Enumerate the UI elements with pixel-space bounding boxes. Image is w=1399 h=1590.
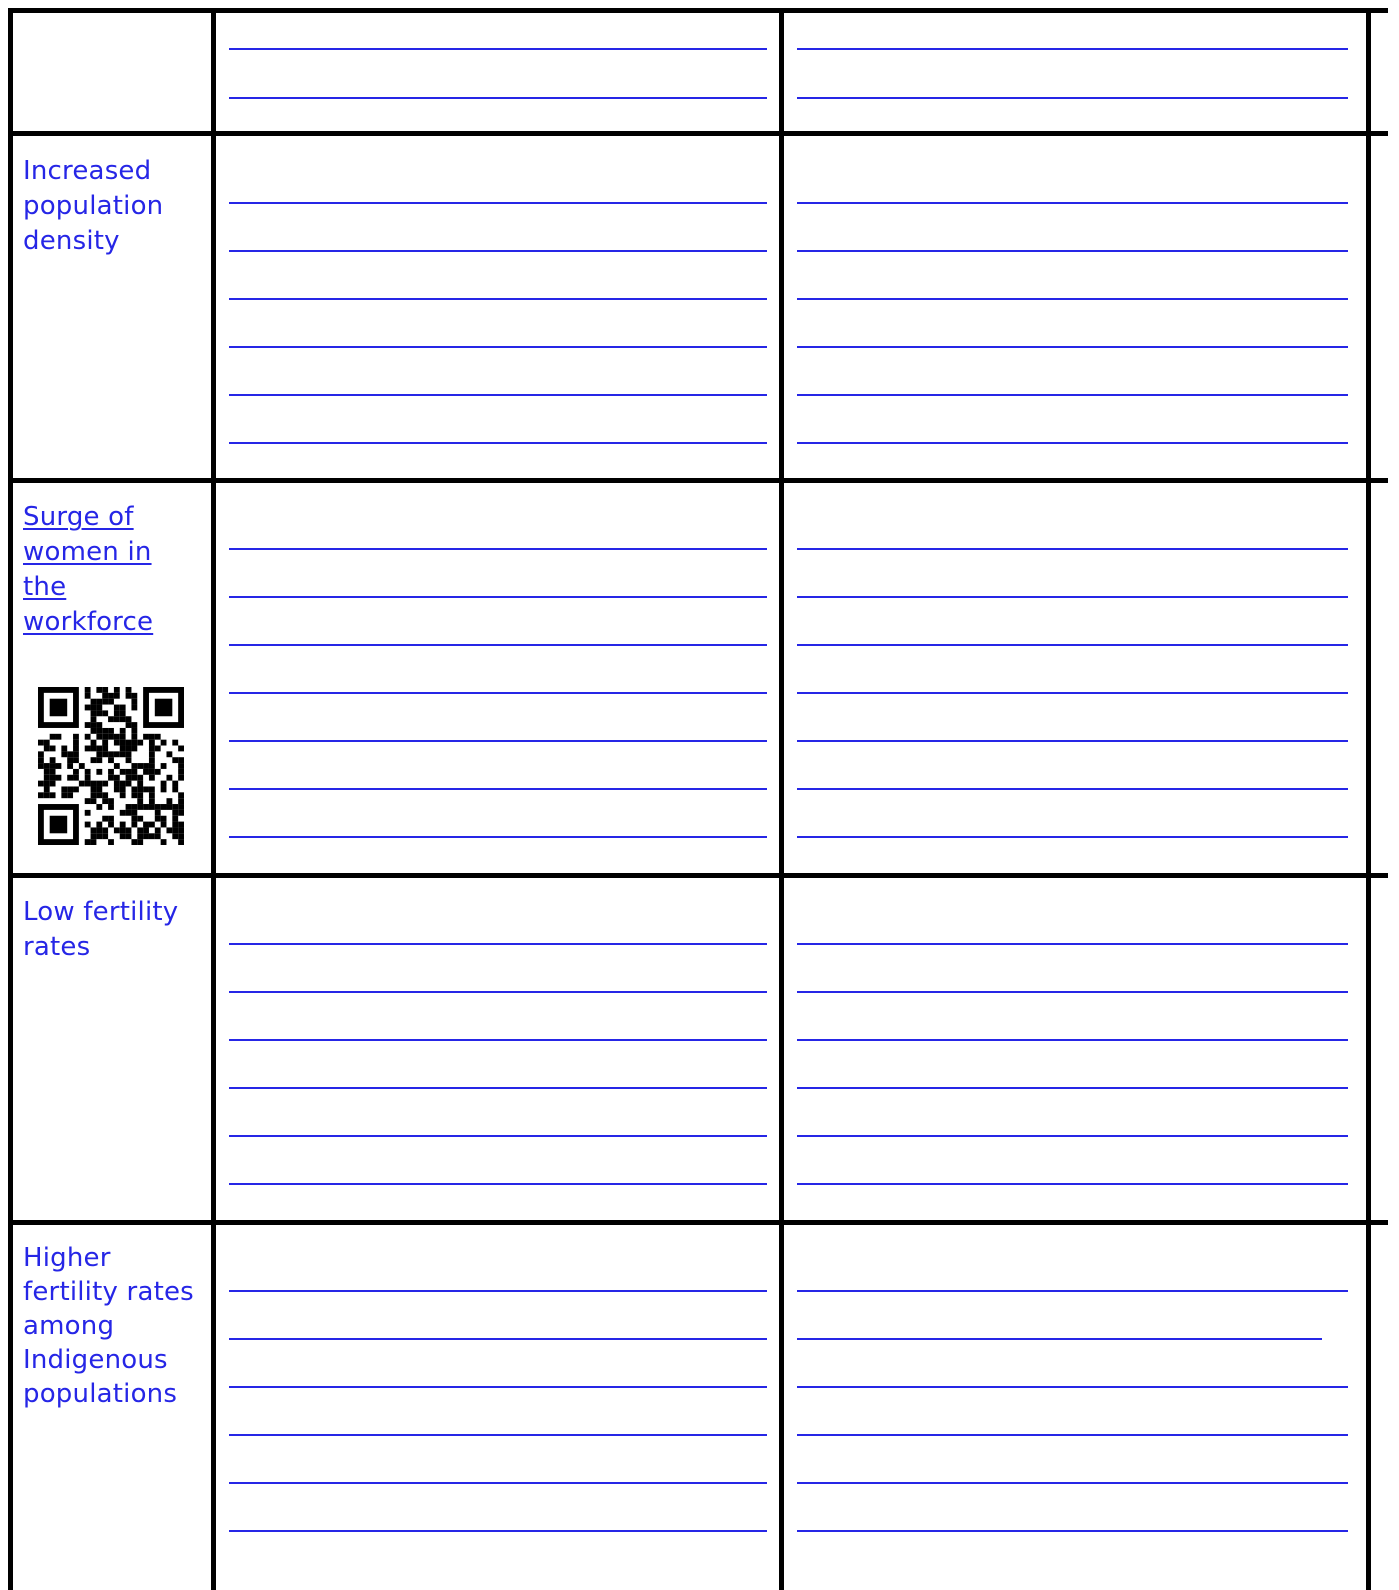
writing-line[interactable] xyxy=(797,1386,1348,1388)
writing-line[interactable] xyxy=(229,97,767,99)
writing-line[interactable] xyxy=(229,250,767,252)
writing-line[interactable] xyxy=(229,1386,767,1388)
writing-line[interactable] xyxy=(229,394,767,396)
writing-line[interactable] xyxy=(797,298,1348,300)
writing-line[interactable] xyxy=(229,1135,767,1137)
writing-line[interactable] xyxy=(797,1338,1322,1340)
writing-line[interactable] xyxy=(229,943,767,945)
row-label-women-workforce-link[interactable]: Surge of women in the workforce xyxy=(23,502,154,637)
writing-line[interactable] xyxy=(797,97,1348,99)
writing-line[interactable] xyxy=(797,346,1348,348)
writing-line[interactable] xyxy=(229,548,767,550)
writing-line[interactable] xyxy=(797,548,1348,550)
writing-line[interactable] xyxy=(229,1087,767,1089)
writing-line[interactable] xyxy=(229,1338,767,1340)
writing-line[interactable] xyxy=(229,644,767,646)
writing-line[interactable] xyxy=(229,48,767,50)
writing-line[interactable] xyxy=(797,644,1348,646)
writing-line[interactable] xyxy=(797,202,1348,204)
writing-line[interactable] xyxy=(229,1482,767,1484)
writing-line[interactable] xyxy=(797,1087,1348,1089)
writing-line[interactable] xyxy=(229,346,767,348)
writing-line[interactable] xyxy=(229,692,767,694)
writing-line[interactable] xyxy=(797,692,1348,694)
writing-line[interactable] xyxy=(797,48,1348,50)
row-label-population-density: Increased population density xyxy=(23,156,164,256)
writing-line[interactable] xyxy=(229,1039,767,1041)
column-divider xyxy=(211,8,216,1590)
writing-line[interactable] xyxy=(229,298,767,300)
writing-line[interactable] xyxy=(797,442,1348,444)
writing-line[interactable] xyxy=(797,1290,1348,1292)
writing-line[interactable] xyxy=(229,596,767,598)
writing-line[interactable] xyxy=(797,596,1348,598)
writing-line[interactable] xyxy=(229,1290,767,1292)
table-border-right xyxy=(1366,8,1371,1590)
table-border-left xyxy=(8,8,13,1590)
writing-line[interactable] xyxy=(797,1482,1348,1484)
writing-line[interactable] xyxy=(797,740,1348,742)
writing-line[interactable] xyxy=(229,1530,767,1532)
writing-line[interactable] xyxy=(229,1183,767,1185)
writing-line[interactable] xyxy=(797,1135,1348,1137)
writing-line[interactable] xyxy=(797,836,1348,838)
writing-line[interactable] xyxy=(229,788,767,790)
qr-code-icon[interactable] xyxy=(38,687,184,845)
writing-line[interactable] xyxy=(229,442,767,444)
row-label-low-fertility: Low fertility rates xyxy=(23,897,179,962)
writing-line[interactable] xyxy=(229,991,767,993)
writing-line[interactable] xyxy=(797,1183,1348,1185)
writing-line[interactable] xyxy=(797,943,1348,945)
column-divider xyxy=(779,8,784,1590)
writing-line[interactable] xyxy=(797,394,1348,396)
writing-line[interactable] xyxy=(229,740,767,742)
row-label-indigenous-fertility: Higher fertility rates among Indigenous populations xyxy=(23,1243,194,1409)
writing-line[interactable] xyxy=(797,250,1348,252)
writing-line[interactable] xyxy=(797,1434,1348,1436)
writing-line[interactable] xyxy=(797,1530,1348,1532)
writing-line[interactable] xyxy=(229,836,767,838)
writing-line[interactable] xyxy=(797,788,1348,790)
writing-line[interactable] xyxy=(229,202,767,204)
writing-line[interactable] xyxy=(797,991,1348,993)
writing-line[interactable] xyxy=(229,1434,767,1436)
writing-line[interactable] xyxy=(797,1039,1348,1041)
